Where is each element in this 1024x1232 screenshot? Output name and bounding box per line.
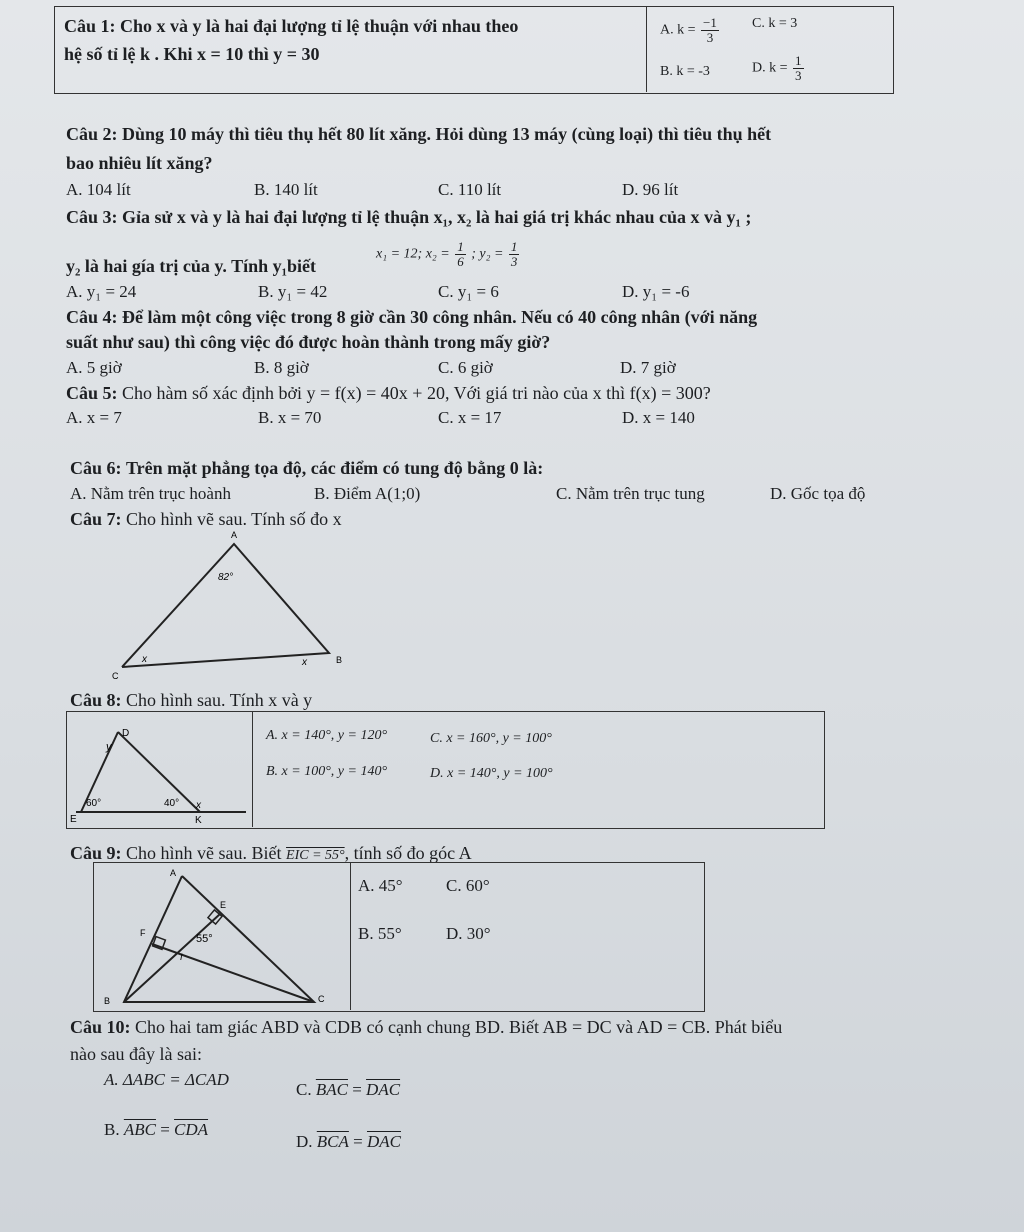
q1-text: Cho x và y là hai đại lượng tỉ lệ thuận với nhau theo	[120, 16, 519, 36]
q9-label-b: B	[104, 996, 111, 1006]
q9-angle-eic: EIC = 55°	[286, 848, 345, 863]
q2-option-d: D. 96 lít	[622, 180, 679, 199]
q8-label-60: 60°	[86, 798, 102, 809]
q8-label-y: y	[106, 741, 112, 753]
q2-option-b: B. 140 lít	[254, 180, 318, 199]
q5-option-b: B. x = 70	[258, 408, 322, 427]
q7-x-left: x	[142, 654, 147, 665]
q1-option-a: A. k = $\frac{-1}{3}$	[660, 15, 717, 45]
q4-line1: Câu 4: Để làm một công việc trong 8 giờ cần 30 công nhân. Nếu có 40 công nhân (với năng	[66, 307, 758, 327]
q9-option-d: D. 30°	[446, 924, 491, 943]
q9-label-55: 55°	[196, 933, 213, 945]
q9-label-c: C	[318, 994, 325, 1004]
q8-label-40: 40°	[164, 798, 180, 809]
q8-label-e: E	[70, 814, 77, 825]
q4-option-d: D. 7 giờ	[620, 358, 676, 377]
q8-label-x: x	[196, 800, 201, 811]
q2-line1: Câu 2: Dùng 10 máy thì tiêu thụ hết 80 lít xăng. Hỏi dùng 13 máy (cùng loại) thì tiêu thụ hết	[66, 124, 772, 144]
q10-line1: Câu 10: Cho hai tam giác ABD và CDB có cạnh chung BD. Biết AB = DC và AD = CB. Phát biểu	[70, 1017, 783, 1037]
q3-option-c: C. y₁ = 6	[438, 282, 499, 301]
q9-option-a: A. 45°	[358, 876, 403, 895]
q8-label-k: K	[195, 815, 202, 826]
q1-line2: hệ số tỉ lệ k . Khi x = 10 thì y = 30	[64, 44, 320, 64]
q1-line1	[64, 16, 518, 37]
q6-option-d: D. Gốc tọa độ	[770, 484, 866, 503]
q5-option-a: A. x = 7	[66, 408, 122, 427]
q7-angle-82: 82°	[218, 572, 234, 583]
q6-option-b: B. Điểm A(1;0)	[314, 484, 421, 503]
q9-label-e: E	[220, 900, 227, 910]
q7-label-b: B	[336, 655, 343, 665]
q6-line1: Câu 6: Trên mặt phẳng tọa độ, các điểm có tung độ bằng 0 là:	[70, 458, 544, 478]
q8-option-d: D. x = 140°, y = 100°	[430, 766, 553, 781]
q9-label-f: F	[140, 928, 146, 938]
q10-option-a: A. ΔABC = ΔCAD	[104, 1070, 229, 1089]
q9-label-i: I	[180, 952, 183, 962]
q3-option-b: B. y₁ = 42	[258, 282, 328, 301]
q4-option-c: C. 6 giờ	[438, 358, 493, 377]
q6-option-c: C. Nằm trên trục tung	[556, 484, 705, 503]
q2-option-a: A. 104 lít	[66, 180, 131, 199]
q3-line2: y₂ là hai gía trị của y. Tính y₁biết	[66, 256, 316, 276]
q4-line2: suất như sau) thì công việc đó được hoàn thành trong mấy giờ?	[66, 332, 551, 352]
q8-figure	[68, 722, 250, 826]
q9-option-c: C. 60°	[446, 876, 490, 895]
q3-option-a: A. y₁ = 24	[66, 282, 137, 301]
q2-line2: bao nhiêu lít xăng?	[66, 153, 213, 173]
q3-formula: x₁ = 12; x₂ = $\frac{1}{6}$ ; y₂ = $\frac{1}{3}$	[376, 239, 518, 269]
q9-figure	[100, 864, 348, 1010]
q5-option-c: C. x = 17	[438, 408, 502, 427]
q7-label-a: A	[231, 530, 238, 540]
q3-line1: Câu 3: Gỉa sử x và y là hai đại lượng tỉ lệ thuận x₁, x₂ là hai giá trị khác nhau của x và y₁ ;	[66, 207, 752, 227]
q8-option-c: C. x = 160°, y = 100°	[430, 731, 552, 746]
q6-option-a: A. Nằm trên trục hoành	[70, 484, 231, 503]
q7-triangle-figure	[110, 528, 350, 688]
q8-label-d: D	[122, 728, 130, 739]
q9-divider	[350, 862, 351, 1010]
q10-option-d: D. $\overline{BCA} = \overline{DAC}$	[296, 1132, 401, 1151]
q9-label-a: A	[170, 868, 177, 878]
q9-option-b: B. 55°	[358, 924, 402, 943]
q7-label-c: C	[112, 671, 119, 681]
q9-line1: Câu 9: Cho hình vẽ sau. Biết EIC = 55°, tính số đo góc A	[70, 843, 472, 863]
q2-option-c: C. 110 lít	[438, 180, 502, 199]
q4-option-a: A. 5 giờ	[66, 358, 122, 377]
q5-line1: Câu 5: Cho hàm số xác định bởi y = f(x) = 40x + 20, Với giá tri nào của x thì f(x) = 300?	[66, 383, 711, 403]
q10-option-b: B. $\overline{ABC} = \overline{CDA}$	[104, 1120, 209, 1139]
q10-line2: nào sau đây là sai:	[70, 1044, 202, 1064]
q1-option-c: C. k = 3	[752, 16, 798, 31]
q8-option-a: A. x = 140°, y = 120°	[266, 728, 388, 743]
q1-option-b: B. k = -3	[660, 64, 710, 79]
q1-divider	[646, 6, 647, 92]
q8-option-b: B. x = 100°, y = 140°	[266, 764, 388, 779]
q5-option-d: D. x = 140	[622, 408, 695, 427]
q4-option-b: B. 8 giờ	[254, 358, 309, 377]
q10-option-c: C. $\overline{BAC} = \overline{DAC}$	[296, 1080, 401, 1099]
q1-label: Câu 1:	[64, 16, 116, 36]
q7-x-right: x	[302, 657, 307, 668]
q8-line1: Câu 8: Cho hình sau. Tính x và y	[70, 690, 313, 710]
q7-triangle	[122, 544, 329, 667]
q7-line1: Câu 7: Cho hình vẽ sau. Tính số đo x	[70, 509, 342, 529]
q8-divider	[252, 711, 253, 827]
q3-option-d: D. y₁ = -6	[622, 282, 690, 301]
q1-option-d: D. k = $\frac{1}{3}$	[752, 53, 802, 83]
